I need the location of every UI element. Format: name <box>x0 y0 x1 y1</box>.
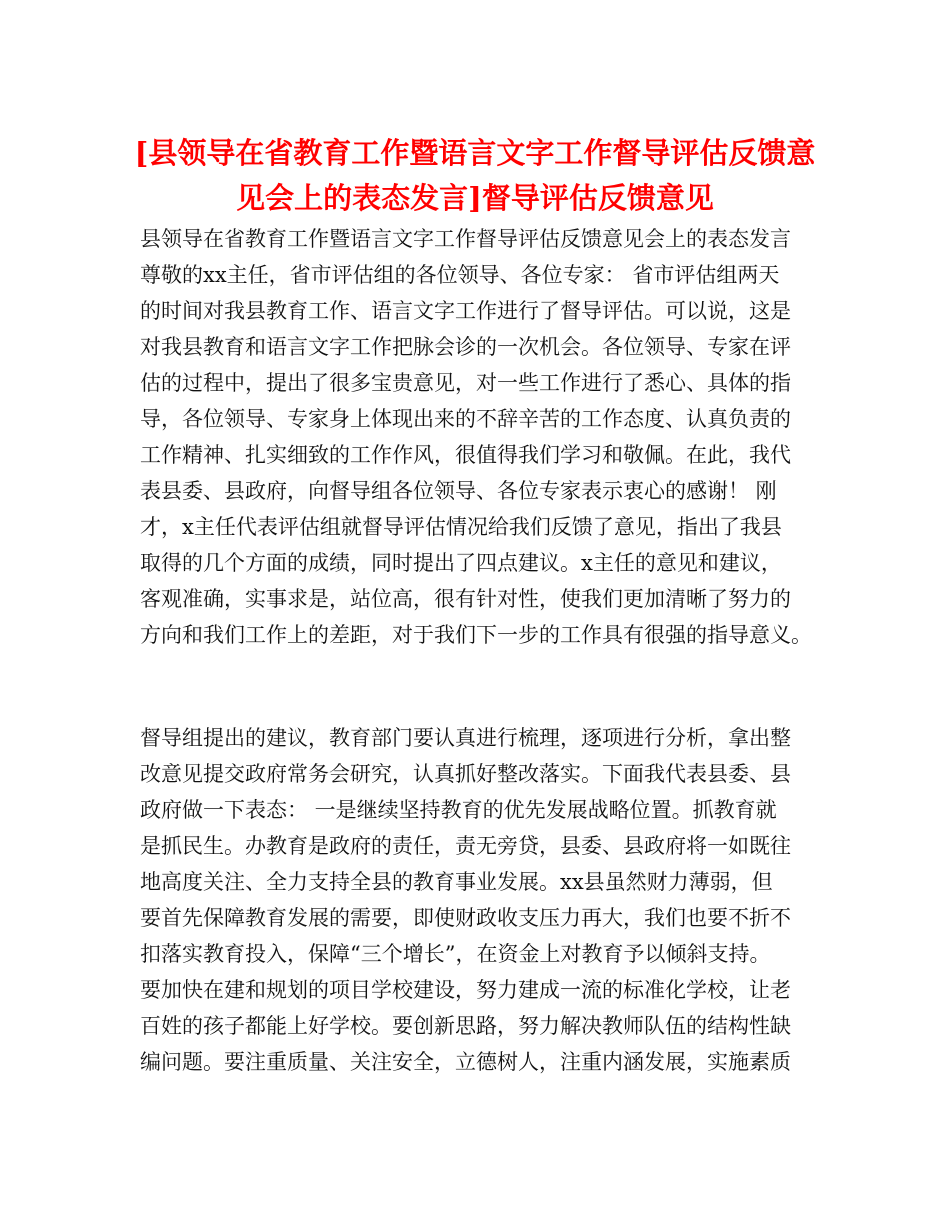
paragraph-1-line: 表县委、县政府，向督导组各位领导、各位专家表示衷心的感谢！ 刚 <box>140 479 777 503</box>
paragraph-1-line: 县领导在省教育工作暨语言文字工作督导评估反馈意见会上的表态发言 <box>140 227 791 251</box>
paragraph-2-line: 要首先保障教育发展的需要，即使财政收支压力再大，我们也要不折不 <box>140 906 791 930</box>
paragraph-2-line: 要加快在建和规划的项目学校建设，努力建成一流的标准化学校，让老 <box>140 978 791 1002</box>
paragraph-1-line: 才，x主任代表评估组就督导评估情况给我们反馈了意见，指出了我县 <box>140 515 782 539</box>
paragraph-1-line: 导，各位领导、专家身上体现出来的不辞辛苦的工作态度、认真负责的 <box>140 407 791 431</box>
paragraph-1-line: 方向和我们工作上的差距，对于我们下一步的工作具有很强的指导意义。 <box>140 623 812 647</box>
paragraph-1-line: 估的过程中，提出了很多宝贵意见，对一些工作进行了悉心、具体的指 <box>140 371 791 395</box>
paragraph-1-line: 取得的几个方面的成绩，同时提出了四点建议。x主任的意见和建议， <box>140 551 782 575</box>
document-title-line-1: [县领导在省教育工作暨语言文字工作督导评估反馈意 <box>134 136 816 170</box>
paragraph-2-line: 政府做一下表态： 一是继续坚持教育的优先发展战略位置。抓教育就 <box>140 798 777 822</box>
paragraph-1-line: 尊敬的xx主任，省市评估组的各位领导、各位专家： 省市评估组两天 <box>140 263 780 287</box>
paragraph-2-line: 地高度关注、全力支持全县的教育事业发展。xx县虽然财力薄弱，但 <box>140 870 773 894</box>
paragraph-2-line: 编问题。要注重质量、关注安全，立德树人，注重内涵发展，实施素质 <box>140 1050 791 1074</box>
paragraph-1-line: 对我县教育和语言文字工作把脉会诊的一次机会。各位领导、专家在评 <box>140 335 791 359</box>
paragraph-1-line: 客观准确，实事求是，站位高，很有针对性，使我们更加清晰了努力的 <box>140 587 791 611</box>
paragraph-2-line: 督导组提出的建议，教育部门要认真进行梳理，逐项进行分析，拿出整 <box>140 726 791 750</box>
paragraph-1-line: 工作精神、扎实细致的工作作风，很值得我们学习和敬佩。在此，我代 <box>140 443 791 467</box>
document-title-line-2: 见会上的表态发言]督导评估反馈意见 <box>236 181 714 215</box>
paragraph-2-line: 改意见提交政府常务会研究，认真抓好整改落实。下面我代表县委、县 <box>140 762 791 786</box>
paragraph-1-line: 的时间对我县教育工作、语言文字工作进行了督导评估。可以说，这是 <box>140 299 791 323</box>
paragraph-2-line: 是抓民生。办教育是政府的责任，责无旁贷，县委、县政府将一如既往 <box>140 834 791 858</box>
paragraph-2-line: 扣落实教育投入，保障“三个增长”，在资金上对教育予以倾斜支持。 <box>140 942 771 966</box>
paragraph-2-line: 百姓的孩子都能上好学校。要创新思路，努力解决教师队伍的结构性缺 <box>140 1014 791 1038</box>
